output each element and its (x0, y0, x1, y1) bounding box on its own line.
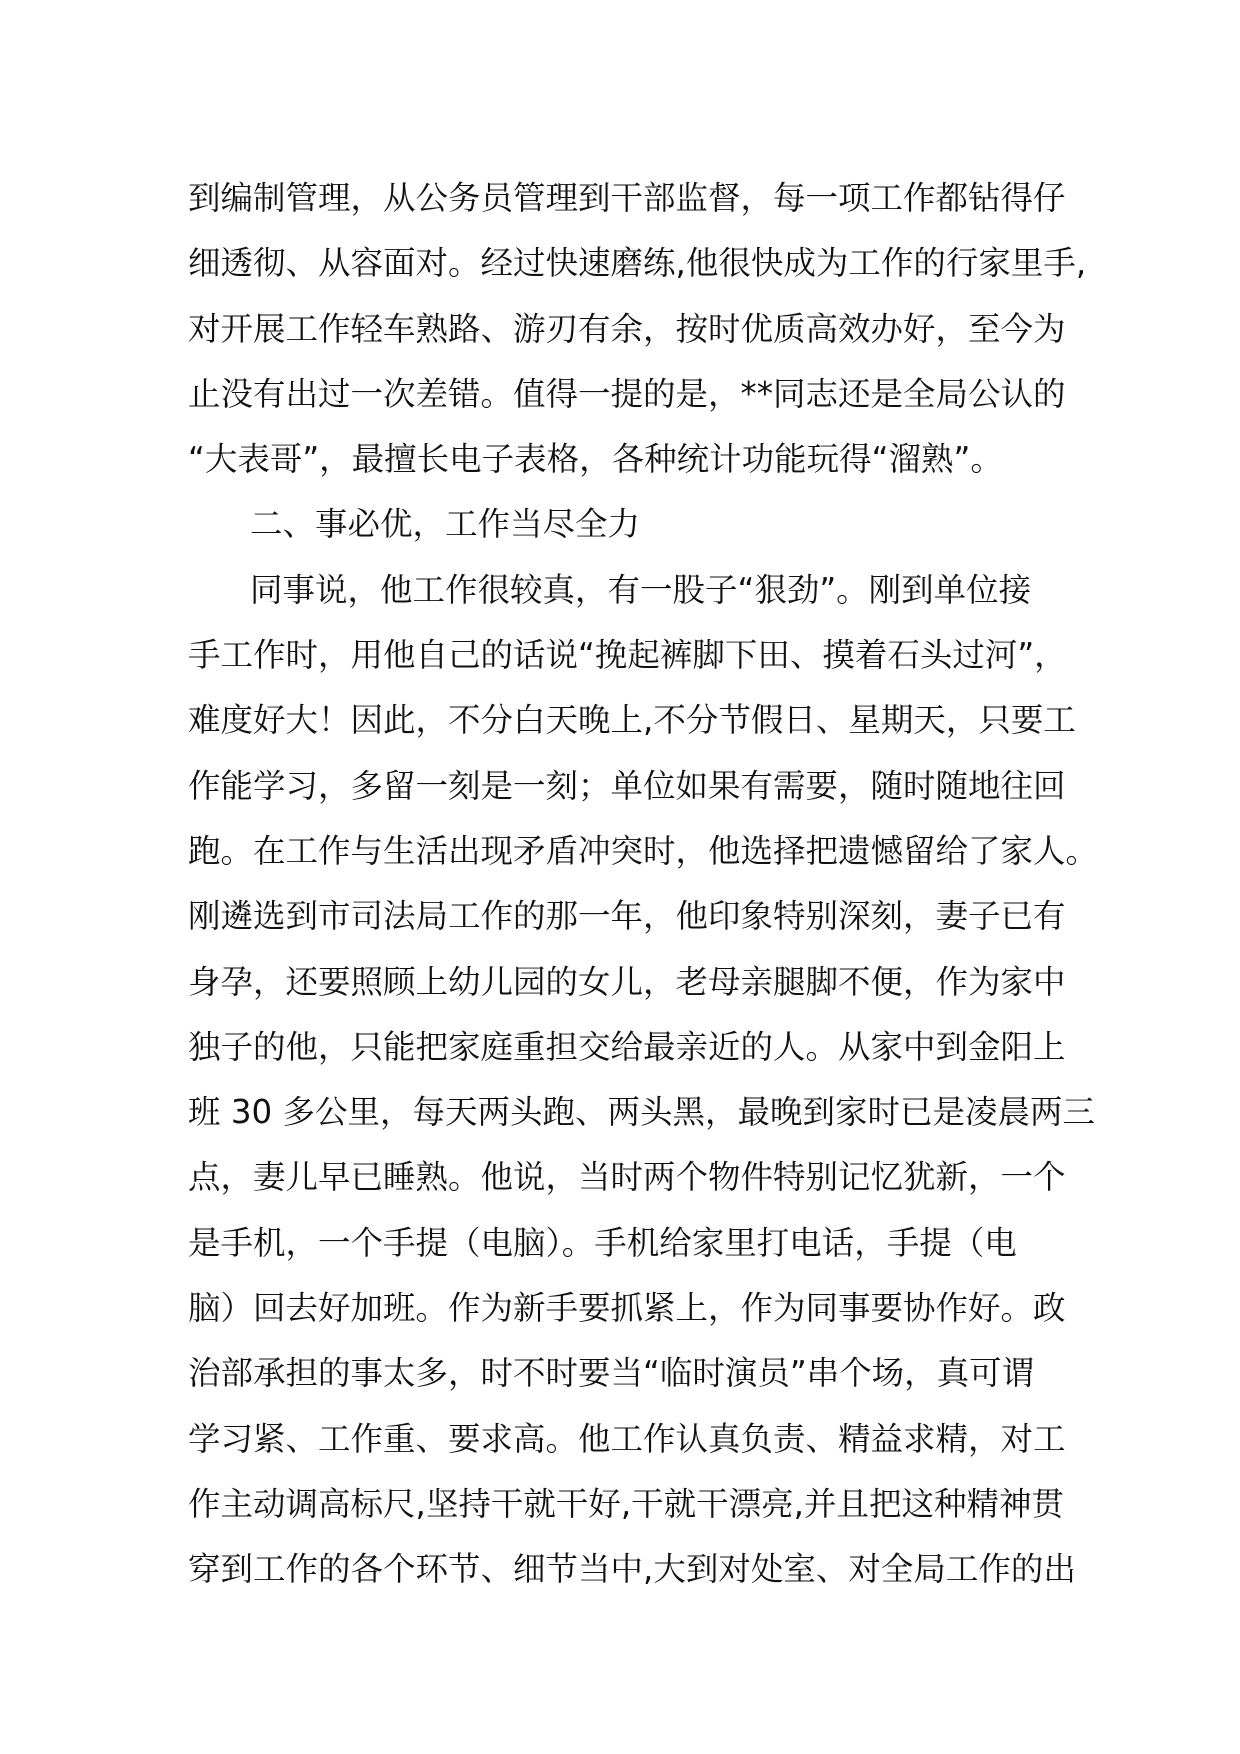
text-line: 作主动调高标尺,坚持干就干好,干就干漂亮,并且把这种精神贯 (188, 1484, 1064, 1523)
text-line: “大表哥”，最擅长电子表格，各种统计功能玩得“溜熟”。 (188, 440, 1003, 479)
text-line: 刚遴选到市司法局工作的那一年，他印象特别深刻，妻子已有 (188, 897, 1066, 936)
text-line: 止没有出过一次差错。值得一提的是，**同志还是全局公认的 (188, 374, 1066, 413)
text-line: 跑。在工作与生活出现矛盾冲突时，他选择把遗憾留给了家人。 (188, 831, 1099, 870)
text-line: 穿到工作的各个环节、细节当中,大到对处室、对全局工作的出 (188, 1550, 1076, 1589)
text-line: 身孕，还要照顾上幼儿园的女儿，老母亲腿脚不便，作为家中 (188, 962, 1066, 1001)
text-line: 作能学习，多留一刻是一刻；单位如果有需要，随时随地往回 (188, 766, 1066, 805)
text-line: 脑）回去好加班。作为新手要抓紧上，作为同事要协作好。政 (188, 1289, 1066, 1328)
text-line: 学习紧、工作重、要求高。他工作认真负责、精益求精，对工 (188, 1419, 1066, 1458)
text-line: 点，妻儿早已睡熟。他说，当时两个物件特别记忆犹新，一个 (188, 1158, 1066, 1197)
text-line: 到编制管理，从公务员管理到干部监督，每一项工作都钻得仔 (188, 179, 1066, 217)
text-line: 细透彻、从容面对。经过快速磨练,他很快成为工作的行家里手, (188, 244, 1087, 283)
text-line: 治部承担的事太多，时不时要当“临时演员”串个场，真可谓 (188, 1354, 1035, 1393)
text-line: 对开展工作轻车熟路、游刃有余，按时优质高效办好，至今为 (188, 309, 1066, 348)
text-line: 难度好大！因此，不分白天晚上,不分节假日、星期天，只要工 (188, 701, 1076, 740)
text-line: 是手机，一个手提（电脑）。手机给家里打电话，手提（电 (188, 1223, 1017, 1262)
text-line: 独子的他，只能把家庭重担交给最亲近的人。从家中到金阳上 (188, 1027, 1066, 1066)
paragraph-first-line: 同事说，他工作很较真，有一股子“狠劲”。刚到单位接 (250, 570, 1032, 609)
section-heading: 二、事必优，工作当尽全力 (250, 505, 641, 544)
text-line: 班 30 多公里，每天两头跑、两头黑，最晚到家时已是凌晨两三 (188, 1093, 1096, 1132)
document-body (188, 166, 1099, 1603)
text-line: 手工作时，用他自己的话说“挽起裤脚下田、摸着石头过河”， (188, 636, 1067, 675)
